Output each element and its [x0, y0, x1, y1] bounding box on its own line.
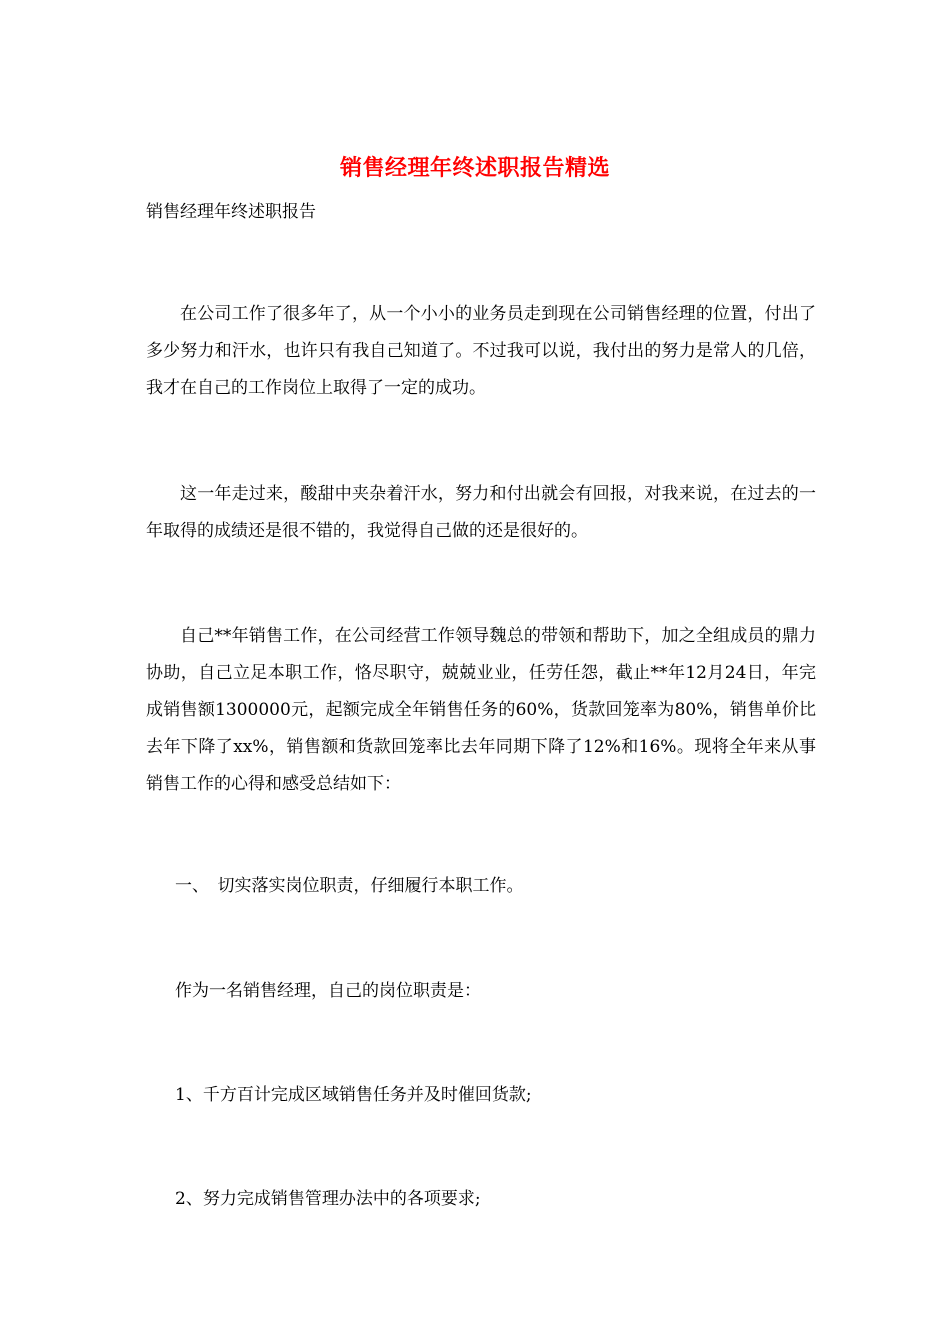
duties-intro: 作为一名销售经理，自己的岗位职责是：	[175, 981, 481, 1001]
document-title: 销售经理年终述职报告精选	[339, 155, 610, 181]
duty-item: 2、努力完成销售管理办法中的各项要求;	[175, 1189, 481, 1209]
section-heading: 一、 切实落实岗位职责，仔细履行本职工作。	[175, 876, 524, 896]
paragraph-performance: 自己**年销售工作，在公司经营工作领导魏总的带领和帮助下，加之全组成员的鼎力协助，自己立足本职工作，恪尽职守，兢兢业业，任劳任怨，截止**年12月24日，年完成销售额1300000元，起额完成全年销售任务的60%，货款回笼率为80%，销售单价比去年下降了xx%，销售额和货款回笼率比去年同期下降了12%和16%。现将全年来从事销售工作的心得和感受总结如下：	[146, 626, 816, 794]
document-subtitle: 销售经理年终述职报告	[146, 202, 316, 222]
paragraph-reflection: 这一年走过来，酸甜中夹杂着汗水，努力和付出就会有回报，对我来说，在过去的一年取得的成绩还是很不错的，我觉得自己做的还是很好的。	[146, 484, 816, 541]
duty-item: 1、千方百计完成区域销售任务并及时催回货款;	[175, 1085, 532, 1105]
paragraph-intro: 在公司工作了很多年了，从一个小小的业务员走到现在公司销售经理的位置，付出了多少努力和汗水，也许只有我自己知道了。不过我可以说，我付出的努力是常人的几倍，我才在自己的工作岗位上取得了一定的成功。	[146, 304, 816, 398]
